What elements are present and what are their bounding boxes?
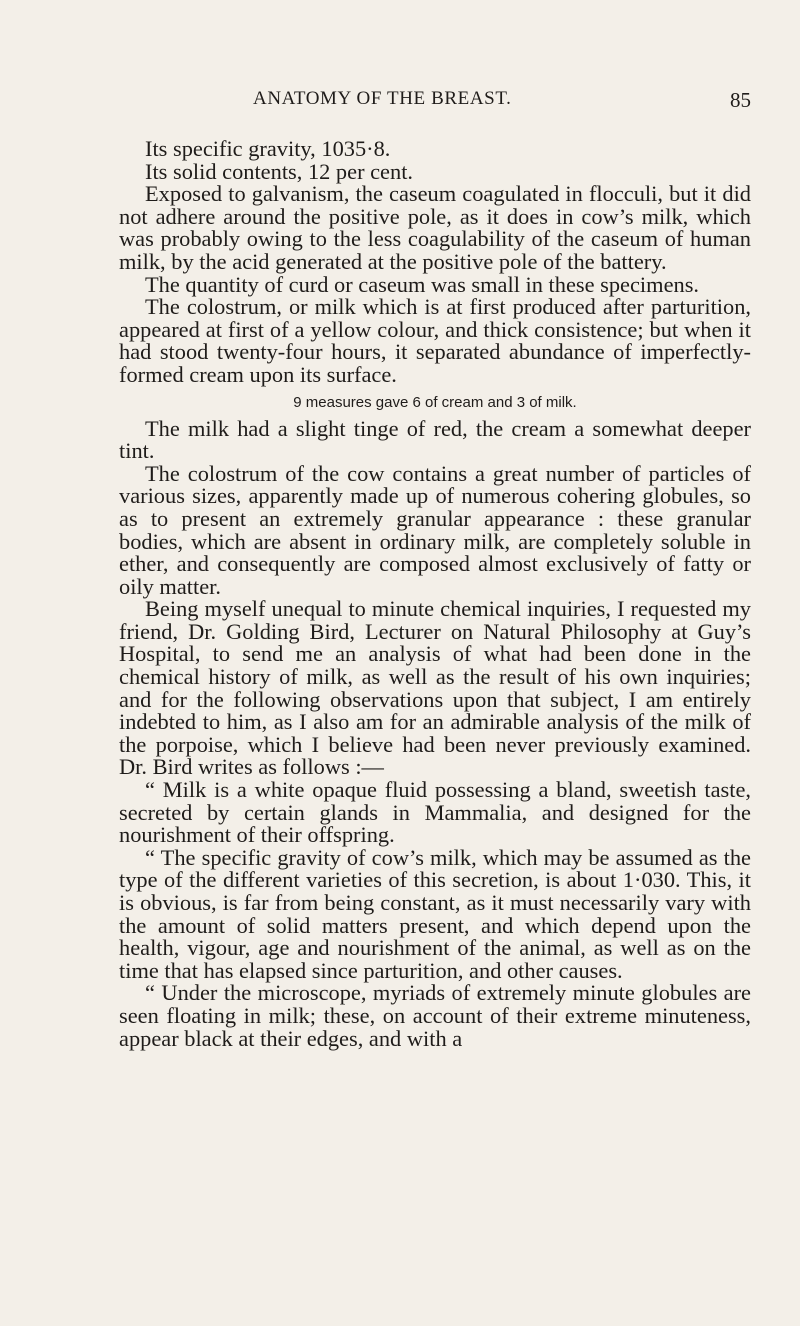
paragraph-curd-quantity: The quantity of curd or caseum was small in these specimens. <box>145 271 700 297</box>
paragraph-golding-bird: Being myself unequal to minute chemical inquiries, I requested my friend, Dr. Golding Bird, Lecturer on Natural Philosophy at Guy’s Hospital, to send me an analysis of what had been done in the chemical history of milk, as well as the result of his own inquiries; and for the following observations upon that subject, I am entirely indebted to him, as I also am for an admirable analysis of the milk of the porpoise, which I believe had been never previously examined. Dr. Bird writes as follows :— <box>119 596 751 780</box>
paragraph-solid-contents: Its solid contents, 12 per cent. <box>145 158 414 184</box>
paragraph-colostrum: The colostrum, or milk which is at first produced after parturition, appeared at first of a yellow colour, and thick consistence; but when it had stood twenty-four hours, it separated abundance of imperfectly-formed cream upon its surface. <box>119 294 751 387</box>
paragraph-milk-definition: “ Milk is a white opaque fluid possessing a bland, sweetish taste, secreted by certain glands in Mammalia, and designed for the nourishment of their offspring. <box>119 777 751 848</box>
body-text <box>119 138 751 1050</box>
paragraph-specific-gravity: Its specific gravity, 1035·8. <box>145 136 391 161</box>
paragraph-galvanism: Exposed to galvanism, the caseum coagulated in flocculi, but it did not adhere around the positive pole, as it does in cow’s milk, which was probably owing to the less coagulability of the caseum of human milk, by the acid generated at the positive pole of the battery. <box>119 181 751 274</box>
page-number: 85 <box>730 88 751 112</box>
measures-note: 9 measures gave 6 of cream and 3 of milk. <box>293 393 577 411</box>
page-header <box>253 88 751 114</box>
running-head: ANATOMY OF THE BREAST. <box>253 88 512 109</box>
paragraph-cow-colostrum: The colostrum of the cow contains a great number of particles of various sizes, apparently made up of numerous cohering globules, so as to present an extremely granular appearance : these granular bodies, which are absent in ordinary milk, are completely soluble in ether, and consequently are composed almost exclusively of fatty or oily matter. <box>119 460 751 599</box>
paragraph-specific-gravity-cow: “ The specific gravity of cow’s milk, which may be assumed as the type of the different varieties of this secretion, is about 1·030. This, it is obvious, is far from being constant, as it must necessarily vary with the amount of solid matters present, and which depend upon the health, vigour, age and nourishment of the animal, as well as on the time that has elapsed since parturition, and other causes. <box>119 844 751 983</box>
paragraph-microscope: “ Under the microscope, myriads of extremely minute globules are seen floating in milk; these, on account of their extreme minuteness, appear black at their edges, and with a <box>119 980 751 1051</box>
paragraph-tinge: The milk had a slight tinge of red, the cream a somewhat deeper tint. <box>119 415 751 464</box>
